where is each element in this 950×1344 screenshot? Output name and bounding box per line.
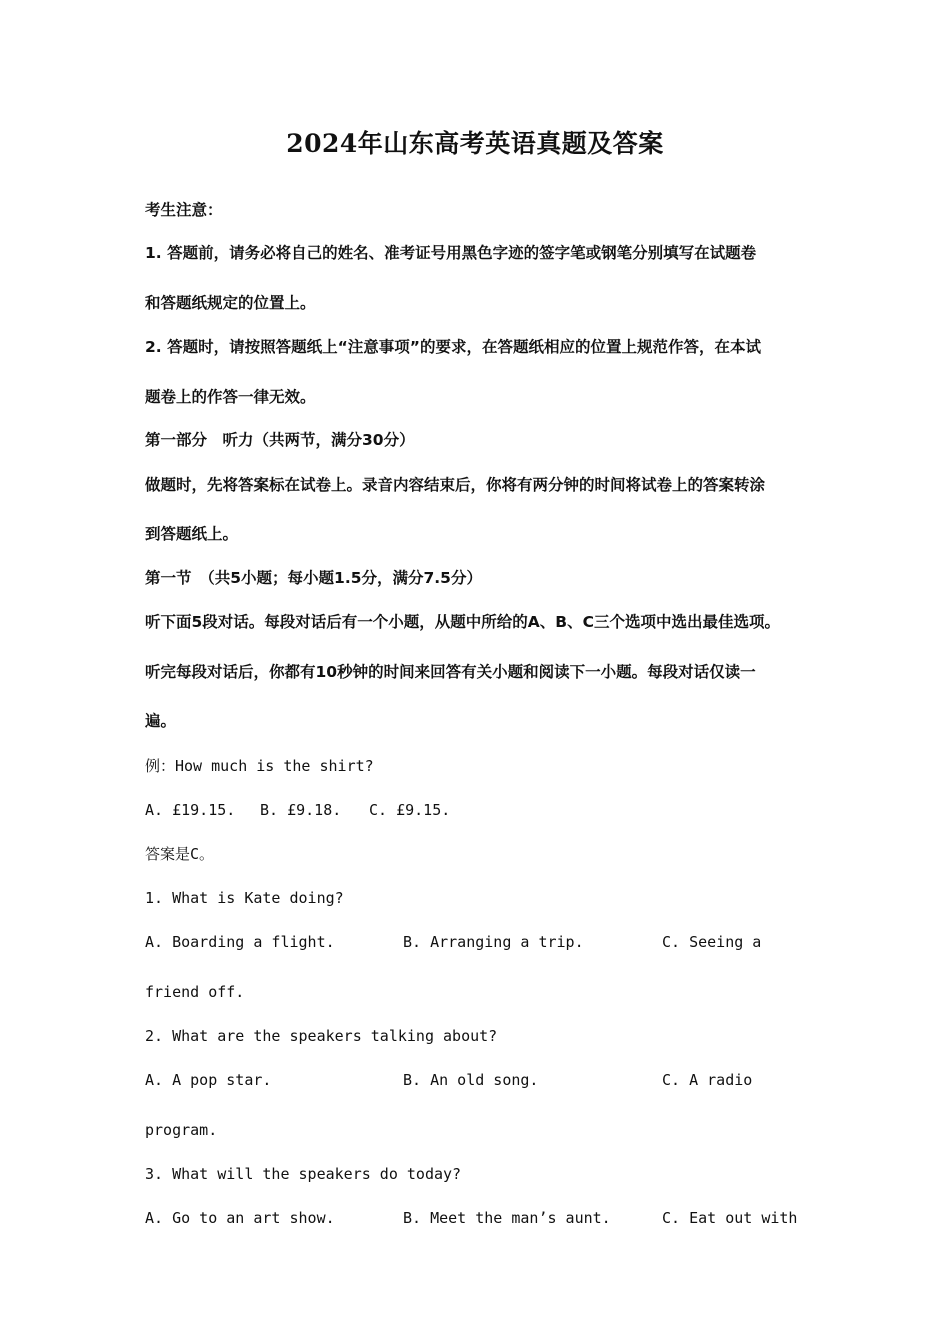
- notice-item-2-line-2: 题卷上的作答一律无效。: [145, 388, 316, 406]
- question-2-option-c-wrap: program.: [145, 1121, 218, 1139]
- notice-item-1-line-1: 1. 答题前，请务必将自己的姓名、准考证号用黑色字迹的签字笔或钢笔分别填写在试题卷: [145, 244, 757, 262]
- example-option-a: A. £19.15.: [145, 801, 236, 819]
- question-3-option-b: B. Meet the man’s aunt.: [403, 1209, 611, 1227]
- question-1-option-a: A. Boarding a flight.: [145, 933, 335, 951]
- section1-instruction-line-2: 听完每段对话后，你都有10秒钟的时间来回答有关小题和阅读下一小题。每段对话仅读一: [145, 663, 756, 681]
- example-question: 例：How much is the shirt?: [145, 757, 374, 775]
- question-1-option-c-wrap: friend off.: [145, 983, 245, 1001]
- document-title: 2024年山东高考英语真题及答案: [286, 129, 664, 158]
- question-1-option-c: C. Seeing a: [662, 933, 762, 951]
- question-1: 1. What is Kate doing?: [145, 889, 344, 907]
- question-2-option-b: B. An old song.: [403, 1071, 539, 1089]
- part1-instruction-line-1: 做题时，先将答案标在试卷上。录音内容结束后，你将有两分钟的时间将试卷上的答案转涂: [145, 476, 766, 494]
- example-answer: 答案是C。: [145, 845, 215, 863]
- question-3: 3. What will the speakers do today?: [145, 1165, 462, 1183]
- notice-item-1-line-2: 和答题纸规定的位置上。: [145, 294, 316, 312]
- notice-heading: 考生注意：: [145, 201, 223, 219]
- question-2-option-a: A. A pop star.: [145, 1071, 272, 1089]
- section1-instruction-line-3: 遍。: [145, 712, 177, 730]
- example-option-c: C. £9.15.: [369, 801, 451, 819]
- section1-heading: 第一节 （共5小题；每小题1.5分，满分7.5分）: [145, 569, 482, 587]
- section1-instruction-line-1: 听下面5段对话。每段对话后有一个小题，从题中所给的A、B、C三个选项中选出最佳选项。: [145, 613, 780, 631]
- question-2: 2. What are the speakers talking about?: [145, 1027, 498, 1045]
- example-option-b: B. £9.18.: [260, 801, 342, 819]
- question-2-option-c: C. A radio: [662, 1071, 753, 1089]
- question-1-option-b: B. Arranging a trip.: [403, 933, 584, 951]
- notice-item-2-line-1: 2. 答题时，请按照答题纸上“注意事项”的要求，在答题纸相应的位置上规范作答，在本试: [145, 338, 761, 356]
- part1-instruction-line-2: 到答题纸上。: [145, 525, 239, 543]
- part1-heading: 第一部分 听力（共两节，满分30分）: [145, 431, 415, 449]
- question-3-option-a: A. Go to an art show.: [145, 1209, 335, 1227]
- question-3-option-c: C. Eat out with: [662, 1209, 798, 1227]
